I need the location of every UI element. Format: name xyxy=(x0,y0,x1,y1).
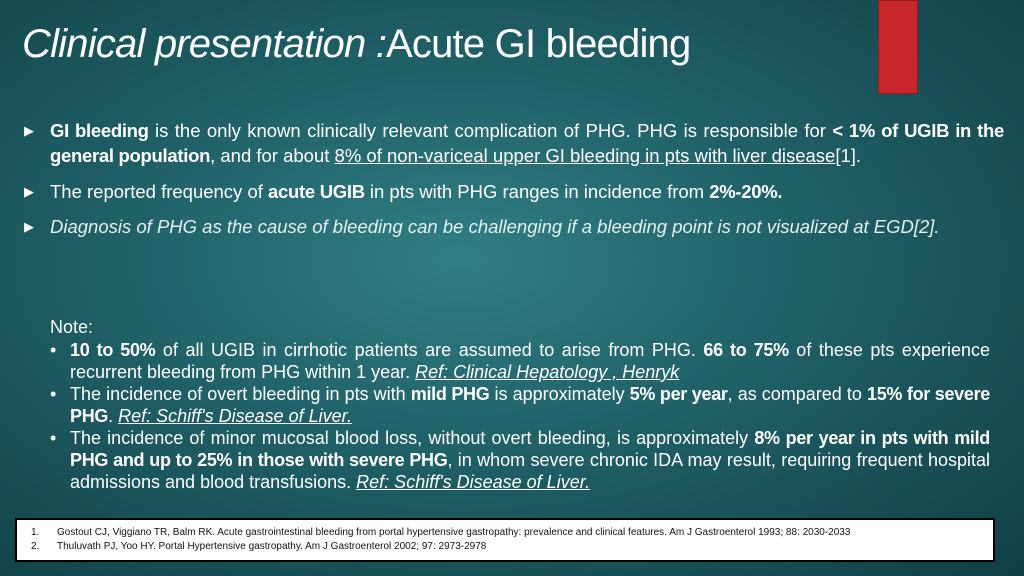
note-text: is approximately xyxy=(489,384,630,404)
bullet-text: Diagnosis of PHG as the cause of bleeding can be challenging if a bleeding point is not visualized at EGD[2]. xyxy=(50,216,940,237)
note-item xyxy=(50,383,990,427)
stat: 66 to 75% xyxy=(703,340,789,360)
note-text: of all UGIB in cirrhotic patients are assumed to arise from PHG. xyxy=(155,340,704,360)
note-section xyxy=(50,316,990,493)
reference-text: Thuluvath PJ, Yoo HY. Portal Hypertensive gastropathy. Am J Gastroenterol 2002; 97: 2973-2978 xyxy=(57,541,487,552)
bullet-gi-bleeding xyxy=(24,118,1004,168)
reference-number: 1. xyxy=(31,527,40,538)
bullet-diagnosis xyxy=(24,214,1004,239)
reference-number: 2. xyxy=(31,541,40,552)
reference-item xyxy=(17,526,993,540)
note-text: . xyxy=(108,406,119,426)
reference-link[interactable]: Ref: Schiff's Disease of Liver. xyxy=(356,472,591,492)
reference-link[interactable]: Ref: Clinical Hepatology , Henryk xyxy=(415,362,680,382)
term-acute-ugib: acute UGIB xyxy=(268,181,365,202)
reference-item xyxy=(17,540,993,554)
note-title: Note: xyxy=(50,317,94,337)
references-box xyxy=(15,518,995,562)
bullet-frequency xyxy=(24,179,1004,204)
stat: 15% for severe PHG xyxy=(70,384,991,426)
note-text: The incidence of overt bleeding in pts with xyxy=(70,384,411,404)
bullet-arrow-icon: ▶ xyxy=(24,219,34,234)
bullet-arrow-icon: ▶ xyxy=(24,184,34,199)
slide-title-rest: Acute GI bleeding xyxy=(386,22,691,66)
stat-non-variceal: 8% of non-variceal upper GI bleeding in pts with liver disease xyxy=(334,145,836,166)
note-text: , as compared to xyxy=(727,384,867,404)
term-gi-bleeding: GI bleeding xyxy=(50,120,149,141)
note-text: , in whom severe chronic IDA may result, requiring frequent hospital admissions and blood transfusions. xyxy=(70,450,990,492)
stat: 10 to 50% xyxy=(70,340,156,360)
note-item xyxy=(50,339,990,383)
stat-frequency-range: 2%-20%. xyxy=(709,181,783,202)
note-text: The incidence of minor mucosal blood loss, without overt bleeding, is approximately xyxy=(70,428,755,448)
slide-title-italic: Clinical presentation : xyxy=(22,22,387,66)
stat: mild PHG xyxy=(410,384,490,404)
stat: 8% per year in pts with mild PHG and up to 25% in those with severe PHG xyxy=(70,428,990,470)
accent-bar xyxy=(878,0,918,94)
bullet-text: is the only known clinically relevant complication of PHG. PHG is responsible for xyxy=(148,120,833,141)
note-item xyxy=(50,427,990,493)
slide-title xyxy=(22,22,690,67)
citation-1: [1]. xyxy=(835,145,862,166)
reference-link[interactable]: Ref: Schiff's Disease of Liver. xyxy=(118,406,352,426)
stat: 5% per year xyxy=(629,384,728,404)
note-text: of these pts experience recurrent bleeding from PHG within 1 year. xyxy=(70,340,990,382)
bullet-dot-icon: • xyxy=(50,428,57,448)
bullet-list xyxy=(24,118,1004,239)
bullet-dot-icon: • xyxy=(50,384,57,404)
bullet-text: The reported frequency of xyxy=(50,181,269,202)
bullet-dot-icon: • xyxy=(50,340,57,360)
bullet-text: in pts with PHG ranges in incidence from xyxy=(364,181,710,202)
bullet-text: , and for about xyxy=(210,145,335,166)
reference-text: Gostout CJ, Viggiano TR, Balm RK. Acute gastrointestinal bleeding from portal hypertensive gastropathy: prevalence and clinical features. Am J Gastroenterol 1993; 88: 2030-2033 xyxy=(57,527,851,538)
bullet-arrow-icon: ▶ xyxy=(24,123,34,138)
stat-ugib-general: < 1% of UGIB in the general population xyxy=(50,120,1004,166)
